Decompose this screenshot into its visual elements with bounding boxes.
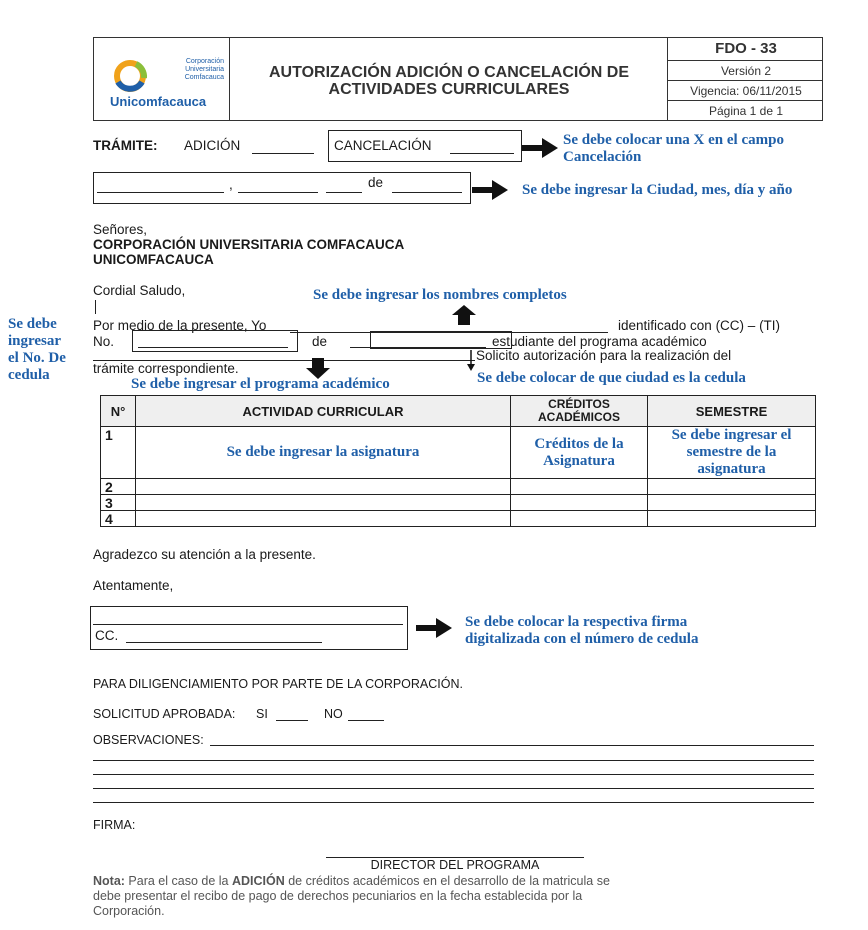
document-validity: Vigencia: 06/11/2015: [690, 84, 802, 98]
observations-line[interactable]: [93, 760, 814, 761]
credits-cell[interactable]: [511, 511, 648, 527]
row-number: 2: [101, 479, 136, 495]
id-number-box: [132, 330, 298, 352]
credits-cell[interactable]: [511, 479, 648, 495]
director-label: DIRECTOR DEL PROGRAMA: [370, 858, 540, 872]
note-bold: ADICIÓN: [231, 874, 285, 888]
arrow-right-icon: [522, 136, 558, 160]
activity-cell[interactable]: [136, 495, 511, 511]
si-field[interactable]: [276, 720, 308, 721]
cancelacion-label: CANCELACIÓN: [334, 138, 432, 153]
credits-cell[interactable]: Créditos de la Asignatura: [511, 427, 648, 479]
cancelacion-field[interactable]: [450, 153, 514, 154]
institution-logo: [108, 52, 228, 112]
row-number: 3: [101, 495, 136, 511]
approved-label: SOLICITUD APROBADA:: [93, 707, 236, 721]
table-header-row: [101, 396, 816, 427]
semester-cell[interactable]: [648, 479, 816, 495]
org-short-name: UNICOMFACAUCA: [93, 252, 214, 267]
row-number: 4: [101, 511, 136, 527]
year-field[interactable]: [392, 192, 462, 193]
note-line: Se debe colocar la respectiva firma: [465, 614, 688, 630]
comma: ,: [229, 177, 233, 192]
arrow-right-icon: [472, 178, 508, 202]
activity-cell[interactable]: Se debe ingresar la asignatura: [136, 427, 511, 479]
tramite-note: [563, 132, 784, 166]
id-type-text: identificado con (CC) – (TI): [618, 318, 781, 333]
id-number-field[interactable]: [138, 347, 288, 348]
closing-thanks: Agradezco su atención a la presente.: [93, 547, 316, 562]
document-code: FDO - 33: [715, 40, 777, 57]
org-name: CORPORACIÓN UNIVERSITARIA COMFACAUCA: [93, 237, 405, 252]
logo-small-line: Corporación: [185, 58, 224, 65]
table-row: [101, 511, 816, 527]
semester-cell[interactable]: Se debe ingresar el semestre de la asignatura: [648, 427, 816, 479]
procedure-text: trámite correspondiente.: [93, 361, 239, 376]
observations-line[interactable]: [93, 802, 814, 803]
logo-name: Unicomfacauca: [110, 94, 207, 109]
document-header: [93, 37, 823, 121]
signature-note: [465, 614, 698, 648]
note-line: Cancelación: [563, 149, 642, 165]
footer-note-line-1: [93, 874, 821, 889]
semester-cell[interactable]: [648, 511, 816, 527]
text-cursor: [95, 300, 96, 314]
logo-small-line: Comfacauca: [184, 74, 224, 81]
small-arrow-down-icon: [466, 350, 476, 372]
signature-box: [90, 606, 408, 650]
document-version: Versión 2: [720, 64, 772, 78]
office-use-title: PARA DILIGENCIAMIENTO POR PARTE DE LA CORPORACIÓN.: [93, 677, 463, 691]
signature-label: FIRMA:: [93, 818, 136, 832]
column-header: N°: [101, 396, 136, 427]
title-line-1: AUTORIZACIÓN ADICIÓN O CANCELACIÓN DE: [269, 64, 629, 81]
column-header: ACTIVIDAD CURRICULAR: [136, 396, 511, 427]
footer-note: [93, 874, 821, 919]
observations-line[interactable]: [210, 745, 814, 746]
note-line: ingresar: [8, 333, 62, 349]
city-of-id-field[interactable]: [350, 347, 486, 348]
footer-note-line-2: debe presentar el recibo de pago de derechos pecuniarios en la fecha establecida por la: [93, 889, 583, 903]
program-note: Se debe ingresar el programa académico: [131, 376, 390, 392]
note-line: cedula: [8, 367, 50, 383]
note-line: Se debe colocar una X en el campo: [563, 132, 784, 148]
observations-line[interactable]: [93, 788, 814, 789]
city-field[interactable]: [97, 192, 224, 193]
semester-cell[interactable]: [648, 495, 816, 511]
place-date-note: Se debe ingresar la Ciudad, mes, día y año: [522, 182, 793, 198]
credits-cell[interactable]: [511, 495, 648, 511]
note-line: Se debe: [8, 316, 57, 332]
activity-cell[interactable]: [136, 511, 511, 527]
title-line-2: ACTIVIDADES CURRICULARES: [328, 81, 570, 98]
student-text: estudiante del programa académico: [492, 334, 707, 349]
de-label-2: de: [312, 334, 328, 349]
table-row: [101, 427, 816, 479]
names-note: Se debe ingresar los nombres completos: [313, 287, 567, 303]
city-note: Se debe colocar de que ciudad es la cedula: [477, 370, 746, 386]
activity-cell[interactable]: [136, 479, 511, 495]
note-text: Para el caso de la: [124, 874, 232, 888]
no-field[interactable]: [348, 720, 384, 721]
cc-label: CC.: [95, 628, 119, 643]
salutation: Señores,: [93, 222, 148, 237]
observations-line[interactable]: [93, 774, 814, 775]
activities-table: [100, 395, 816, 527]
signature-line[interactable]: [93, 624, 403, 625]
tramite-label: TRÁMITE:: [93, 138, 158, 153]
arrow-up-icon: [452, 305, 476, 327]
day-field[interactable]: [326, 192, 362, 193]
no-label: No.: [93, 334, 115, 349]
si-label: SI: [256, 707, 268, 721]
document-page: Página 1 de 1: [708, 104, 784, 118]
request-text: Solicito autorización para la realización del: [476, 348, 732, 363]
table-row: [101, 495, 816, 511]
de-label: de: [368, 175, 384, 190]
table-row: [101, 479, 816, 495]
greeting: Cordial Saludo,: [93, 283, 186, 298]
document-title: [234, 64, 664, 98]
column-header: CRÉDITOS ACADÉMICOS: [511, 396, 648, 427]
paragraph-start: Por medio de la presente, Yo: [93, 318, 267, 333]
cc-field[interactable]: [126, 642, 322, 643]
column-header: SEMESTRE: [648, 396, 816, 427]
observations-label: OBSERVACIONES:: [93, 733, 204, 747]
row-number: 1: [101, 427, 136, 479]
arrow-right-icon: [416, 616, 452, 640]
cedula-number-note: [8, 316, 66, 384]
note-line: el No. De: [8, 350, 66, 366]
note-line: digitalizada con el número de cedula: [465, 631, 699, 647]
note-label: Nota:: [93, 874, 125, 888]
note-text: de créditos académicos en el desarrollo de la matricula se: [284, 874, 610, 888]
adicion-label: ADICIÓN: [184, 138, 241, 153]
closing-regards: Atentamente,: [93, 578, 174, 593]
place-date-box: [93, 172, 471, 204]
adicion-field[interactable]: [252, 153, 314, 154]
no-label-2: NO: [324, 707, 343, 721]
footer-note-line-3: Corporación.: [93, 904, 165, 918]
month-field[interactable]: [238, 192, 318, 193]
logo-small-line: Universitaria: [185, 66, 224, 73]
